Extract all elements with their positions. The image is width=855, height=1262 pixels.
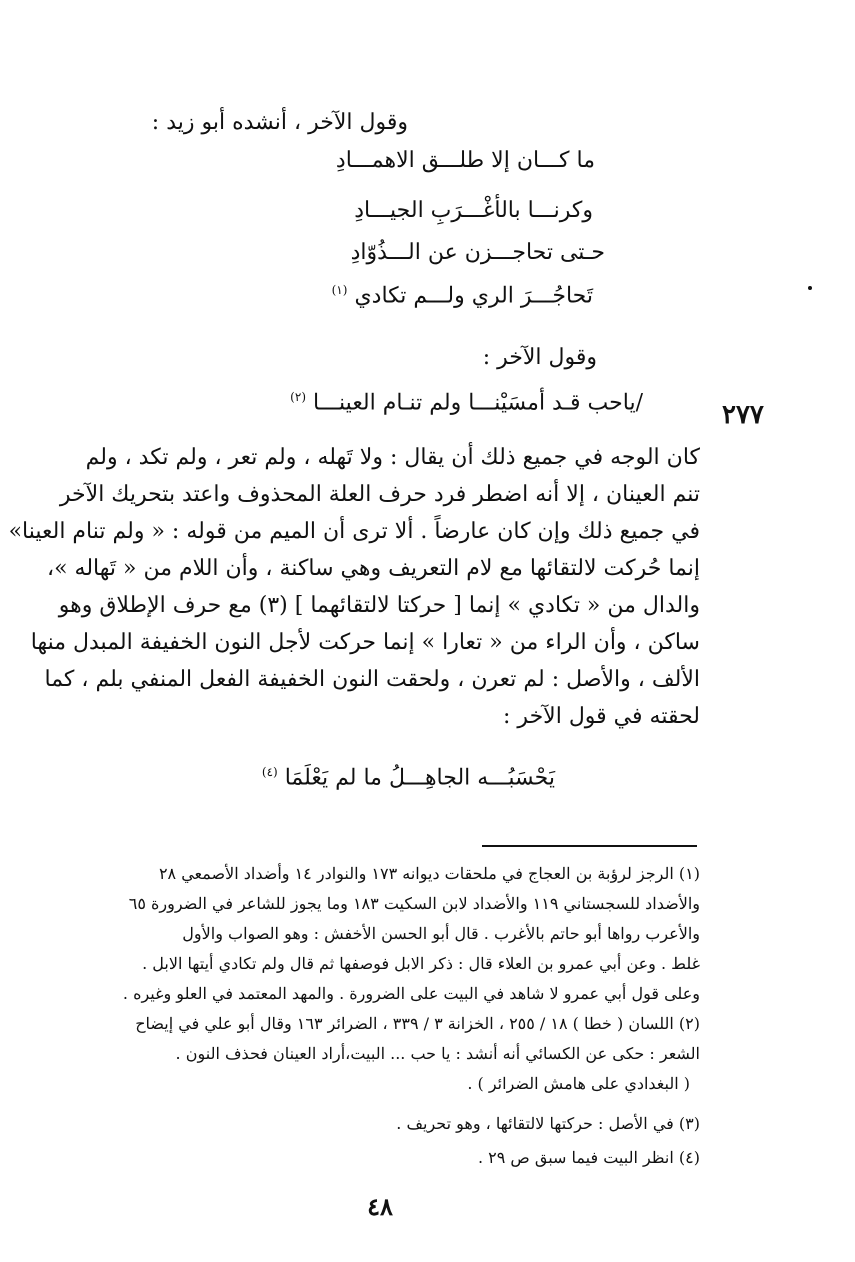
footnote-line-3: والأعرب رواها أبو حاتم بالأغرب . قال أبو الحسن الأخفش : وهو الصواب والأول bbox=[182, 924, 700, 943]
poem2-verse bbox=[290, 390, 643, 415]
poem2-verse-text: /ياحب قـد أمسَيْنـــا ولم تنـام العينـــا bbox=[313, 390, 643, 416]
body-line-5: والدال من « تكادي » إنما [ حركتا لالتقائهما ] (٣) مع حرف الإطلاق وهو bbox=[58, 593, 700, 618]
body-line-8: لحقته في قول الآخر : bbox=[503, 704, 700, 729]
footnote-line-4: غلط . وعن أبي عمرو بن العلاء قال : ذكر الابل فوصفها ثم قال ولم تكادي أيتها الابل . bbox=[142, 954, 700, 973]
poem2-intro: وقول الآخر : bbox=[482, 345, 597, 370]
footnote-line-2: والأضداد للسجستاني ١١٩ والأضداد لابن السكيت ١٨٣ وما يجوز للشاعر في الضرورة ٦٥ bbox=[128, 894, 700, 913]
poem1-verse-1: ما كـــان إلا طلـــق الاهمـــادِ bbox=[335, 148, 595, 173]
ink-speck bbox=[808, 286, 812, 290]
body-line-1: كان الوجه في جميع ذلك أن يقال : ولا تَهله ، ولم تعر ، ولم تكد ، ولم bbox=[85, 445, 700, 470]
footnote-line-8: ( البغدادي على هامش الضرائر ) . bbox=[467, 1074, 690, 1093]
footnote-line-10: (٤) انظر البيت فيما سبق ص ٢٩ . bbox=[477, 1148, 700, 1167]
footnote-line-6: (٢) اللسان ( خطا ) ١٨ / ٢٥٥ ، الخزانة ٣ / ٣٣٩ ، الضرائر ١٦٣ وقال أبو علي في إيضاح bbox=[135, 1014, 700, 1033]
footnote-ref-1: (١) bbox=[331, 283, 348, 297]
footnote-ref-4: (٤) bbox=[261, 765, 278, 779]
body-line-4: إنما حُركت لالتقائها مع لام التعريف وهي ساكنة ، وأن اللام من « تَهاله »، bbox=[46, 556, 700, 581]
margin-page-number: ٢٧٧ bbox=[722, 400, 764, 430]
footnote-divider bbox=[482, 845, 697, 847]
poem1-verse-4 bbox=[332, 283, 593, 308]
poem1-intro: وقول الآخر ، أنشده أبو زيد : bbox=[151, 110, 408, 135]
poem1-verse-3: حـتى تحاجـــزن عن الـــذُوّادِ bbox=[350, 240, 605, 265]
body-line-2: تنم العينان ، إلا أنه اضطر فرد حرف العلة المحذوف واعتد بتحريك الآخر bbox=[59, 482, 700, 507]
footnote-line-1: (١) الرجز لرؤبة بن العجاج في ملحقات ديوانه ١٧٣ والنوادر ١٤ وأضداد الأصمعي ٢٨ bbox=[158, 864, 700, 883]
body-quote-text: يَحْسَبُـــه الجاهِـــلُ ما لم يَعْلَمَا bbox=[284, 765, 555, 791]
footnote-line-7: الشعر : حكى عن الكسائي أنه أنشد : يا حب ... البيت،أراد العينان فحذف النون . bbox=[175, 1044, 700, 1063]
body-line-6: ساكن ، وأن الراء من « تعارا » إنما حركت لأجل النون الخفيفة المبدل منها bbox=[30, 630, 700, 655]
footnote-line-5: وعلى قول أبي عمرو لا شاهد في البيت على الضرورة . والمهد المعتمد في العلو وغيره . bbox=[122, 984, 700, 1003]
poem1-verse-2: وكرنـــا بالأغْـــرَبِ الجيـــادِ bbox=[354, 198, 593, 223]
poem1-verse-4-text: تَحاجُـــرَ الري ولـــم تكادي bbox=[354, 283, 593, 309]
page-number: ٤٨ bbox=[367, 1192, 393, 1221]
body-line-3: في جميع ذلك وإن كان عارضاً . ألا ترى أن الميم من قوله : « ولم تنام العينا» bbox=[8, 519, 700, 544]
footnote-line-9: (٣) في الأصل : حركتها لالتقائها ، وهو تحريف . bbox=[396, 1114, 700, 1133]
footnote-ref-2: (٢) bbox=[290, 390, 306, 404]
body-line-7: الألف ، والأصل : لم تعرن ، ولحقت النون الخفيفة الفعل المنفي بلم ، كما bbox=[44, 667, 700, 692]
body-quote bbox=[262, 765, 555, 790]
